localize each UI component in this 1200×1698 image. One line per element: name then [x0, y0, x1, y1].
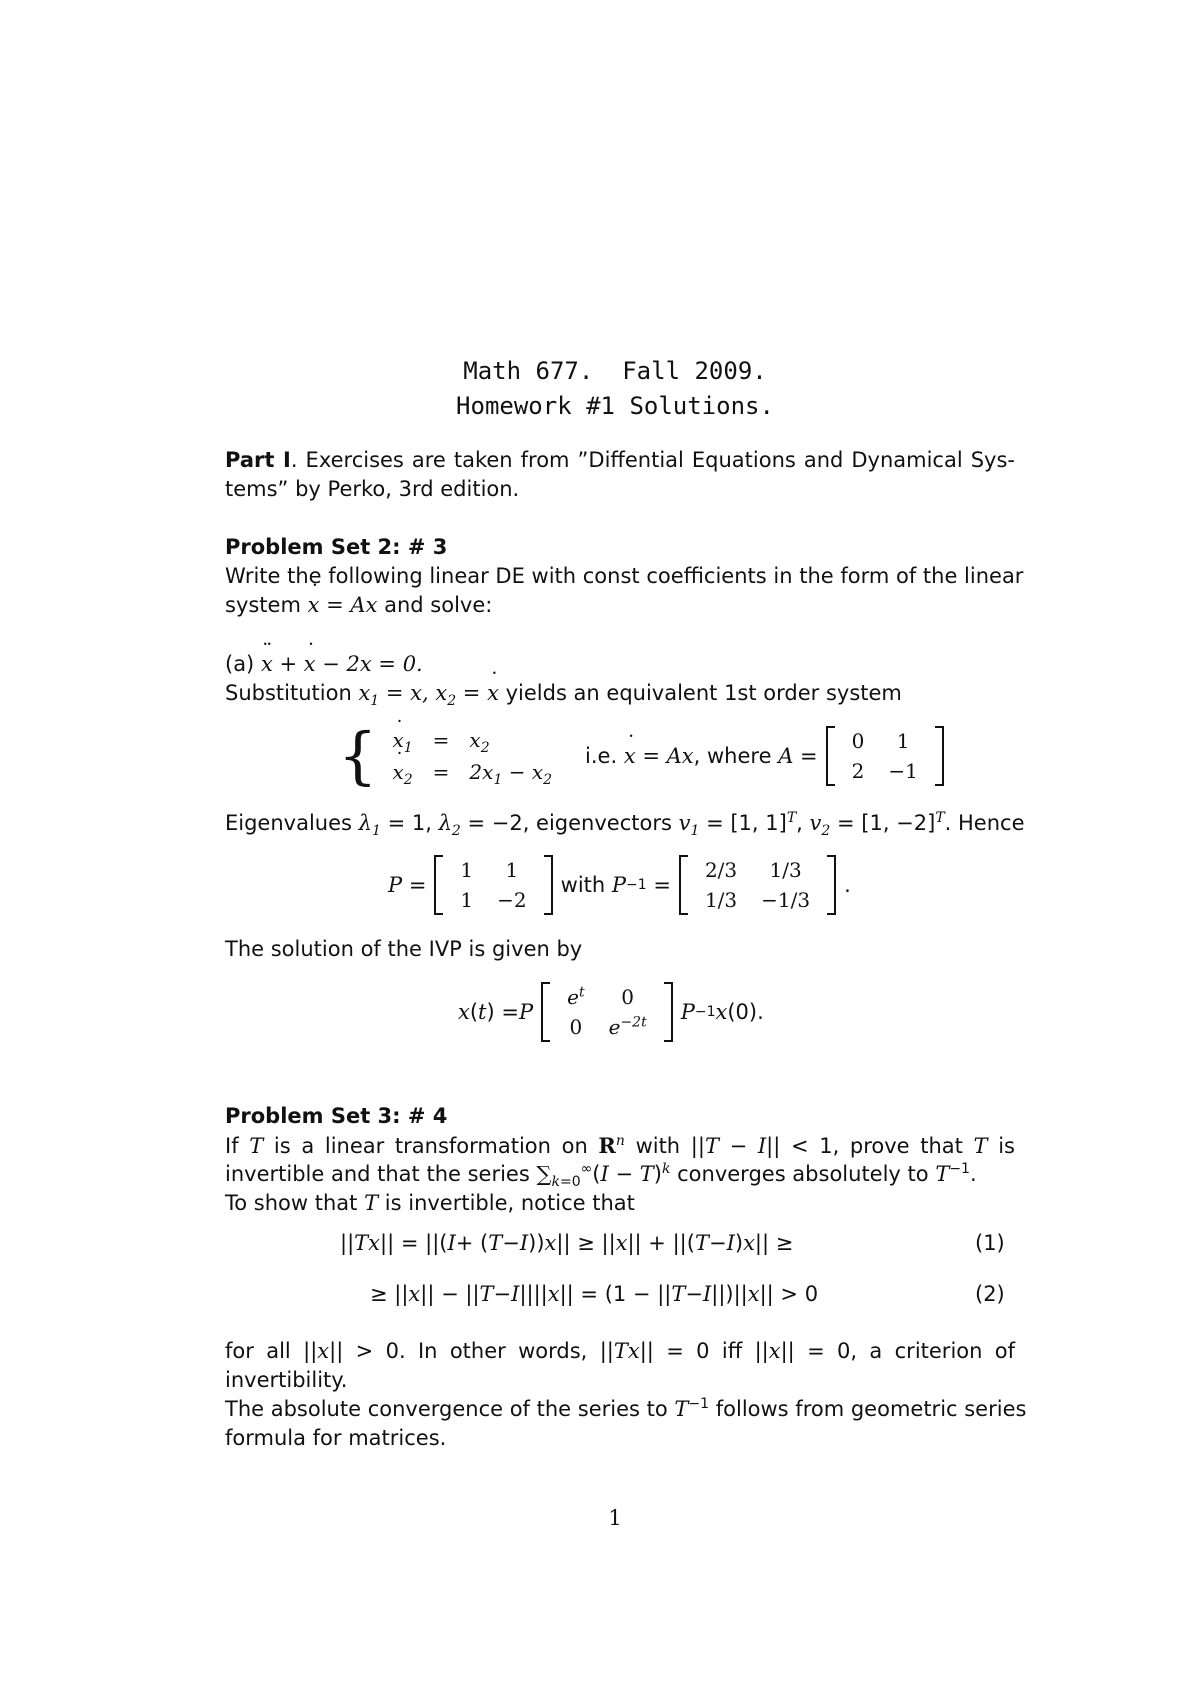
ps3-with-text: with	[635, 1134, 681, 1158]
matrix-P-inverse-cell: 2/3	[704, 858, 738, 882]
ps2-exp-matrix-zero: 0	[621, 985, 635, 1009]
ps2-intro-system: system	[225, 593, 301, 617]
ps2-intro-line1: Write the following linear DE with const coefficients in the form of the linear	[225, 564, 1024, 588]
eigenvalues-text: Eigenvalues	[225, 811, 352, 835]
part-label: Part I	[225, 448, 291, 472]
where-text: , where	[693, 744, 772, 768]
matrix-P	[434, 855, 552, 915]
matrix-P-cell: 1	[460, 888, 474, 912]
equation-2: ≥ || x || − || T − I |||| x || = (1 − || T − I ||)|| x || > 0	[370, 1282, 819, 1306]
solution-formula: x ( t ) = P $e^t$ 0 0 $e^{-2t}$ P −1 x (0).	[458, 978, 764, 1046]
solution-text-block	[225, 935, 1015, 964]
system-table: x $˙_1$ = $x_2$ x $˙_2$ = $2x_1 - x_2$	[381, 723, 563, 789]
ps3-forall-text: for all	[225, 1339, 291, 1363]
matrix-P-inverse	[679, 855, 836, 915]
ps3-other-words-text: . In other words,	[398, 1339, 588, 1363]
matrix-A	[826, 726, 944, 786]
matrix-P-cell: −2	[497, 888, 527, 912]
ps3-converges-text: converges absolutely to	[677, 1162, 929, 1186]
part-one-intro	[225, 446, 1015, 504]
ps3-criterion-text: , a criterion of	[850, 1339, 1016, 1363]
matrix-P-inverse-cell: 1/3	[704, 888, 738, 912]
matrix-P-inverse-cell: 1/3	[769, 858, 802, 882]
ps3-prove-text: , prove that	[832, 1134, 963, 1158]
part-intro-line1: . Exercises are taken from ”Diffential Equations and Dynamical Sys-	[290, 448, 1015, 472]
part-a-label: (a)	[225, 652, 255, 676]
ps3-absolute-text-after: follows from geometric series	[715, 1397, 1027, 1421]
problem-set-2: Problem Set 2: # 3 Write the following linear DE with const coefficients in the form of the linear system x ˙ = Ax and solve:	[225, 533, 1015, 620]
matrix-P-equation: P = 1 1 1 −2 with P −1 = 2/3 1/3 1/3 −1/3 .	[388, 853, 851, 917]
matrix-A-cell: −1	[888, 759, 918, 783]
substitution-text: Substitution	[225, 681, 352, 705]
ps3-formula-text: formula for matrices.	[225, 1426, 447, 1450]
ps2-exp-matrix-zero: 0	[569, 1015, 583, 1039]
ps3-to-show-text: To show that	[225, 1191, 358, 1215]
ps3-heading: Problem Set 3: # 4	[225, 1104, 448, 1128]
matrix-A-cell: 0	[851, 729, 865, 753]
equation-2-number: (2)	[975, 1282, 1005, 1306]
ps3-notice-text: is invertible, notice that	[384, 1191, 635, 1215]
solution-text: The solution of the IVP is given by	[225, 937, 583, 961]
first-order-system: { x $˙_1$ = $x_2$ x $˙_2$ = $2x_1 - x_2$ i.e. x ˙ = Ax, where A = 0 1 2 −1	[338, 724, 952, 788]
page-number: 1	[608, 1506, 622, 1530]
matrix-A-cell: 1	[896, 729, 910, 753]
hence-text: . Hence	[944, 811, 1025, 835]
ps3-if-text: If	[225, 1134, 239, 1158]
matrix-P-cell: 1	[505, 858, 519, 882]
eigenvectors-text: , eigenvectors	[522, 811, 672, 835]
ps3-invertibility-text: invertibility.	[225, 1368, 348, 1392]
ps3-linear-text: is a linear transformation on	[273, 1134, 588, 1158]
with-text: with	[560, 873, 606, 897]
problem-set-3: Problem Set 3: # 4 If T is a linear transformation on $R^n$ with ||T − I|| < 1, prove that T is invertible and that the series $\sum_{k=0}^\infty(I - T)^k$ converges absolutely to $T^{-1}$. To show that T is invertible, notice that	[225, 1104, 1015, 1215]
ps3-absolute-text-before: The absolute convergence of the series to	[225, 1397, 668, 1421]
ps3-is-text: is	[998, 1134, 1015, 1158]
eigen-line: Eigenvalues $\lambda_1 = 1$, $\lambda_2 = -2$, eigenvectors $v_1 = [1$, 1]$^T$, $v_2 = [1$, −2]$^T$. Hence	[225, 810, 1025, 840]
matrix-P-cell: 1	[460, 858, 474, 882]
exp-matrix: $e^t$ 0 0 $e^{-2t}$	[541, 982, 673, 1042]
invertibility-argument: for all ||x|| > 0. In other words, ||Tx|| = 0 iff ||x|| = 0, a criterion of invertibility. The absolute convergence of the series to $T^{-1}$ follows from geometric series formula for matrices.	[225, 1337, 1015, 1453]
ps3-invertible-series-text: invertible and that the series	[225, 1162, 530, 1186]
part-intro-line2: tems” by Perko, 3rd edition.	[225, 477, 520, 501]
ps3-iff-text: iff	[721, 1339, 743, 1363]
yields-text: yields an equivalent 1st order system	[505, 681, 902, 705]
course-title: Math 677. Fall 2009.	[463, 357, 767, 385]
equation-1: || Tx || = ||( I + ( T − I )) x || ≥ || x || + ||( T − I ) x || ≥	[340, 1231, 794, 1255]
matrix-A-cell: 2	[851, 759, 865, 783]
ie-text: i.e.	[585, 744, 618, 768]
ps2-heading: Problem Set 2: # 3	[225, 535, 448, 559]
homework-title: Homework #1 Solutions.	[456, 392, 774, 420]
part-a: (a) x ¨ + x ˙ − 2x = 0. Substitution $x_1 = x$, $x_2 = x$ ˙ yields an equivalent 1st order system	[225, 650, 1015, 708]
matrix-P-inverse-cell: −1/3	[761, 888, 811, 912]
equation-1-number: (1)	[975, 1231, 1005, 1255]
ps2-intro-and-solve: and solve:	[384, 593, 493, 617]
